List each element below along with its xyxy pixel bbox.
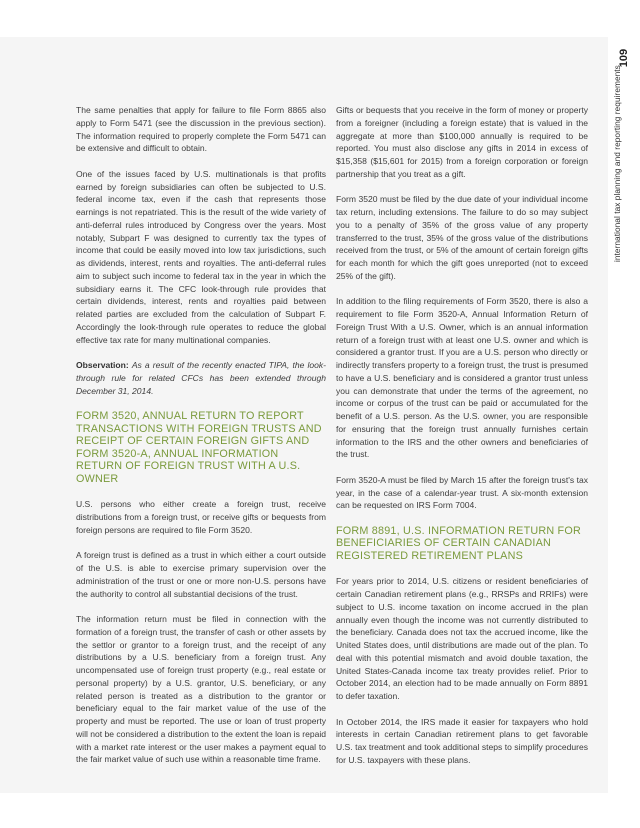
paragraph: A foreign trust is defined as a trust in which either a court outside of the U.S. is able to exercise primary supervision over the administration of the trust or one or more non-U.S. persons have the authority to control all substantial decisions of the trust. xyxy=(76,550,326,599)
observation-note xyxy=(76,359,326,397)
paragraph: In October 2014, the IRS made it easier for taxpayers who hold interests in certain Canadian retirement plans to get favorable U.S. tax treatment and took additional steps to simplify procedures for U.S. taxpayers with these plans. xyxy=(336,716,588,765)
paragraph: For years prior to 2014, U.S. citizens or resident beneficiaries of certain Canadian retirement plans (e.g., RRSPs and RRIFs) were subject to U.S. income taxation on income accrued in the plan annually even though the income was not currently distributed to the beneficiary. Canada does not tax the accrued income, like the United States does, until distributions are made out of the plan. To deal with this potential mismatch and avoid double taxation, the United States-Canada income tax treaty provides relief. Prior to October 2014, an election had to be made annually on Form 8891 to defer taxation. xyxy=(336,576,588,702)
section-heading-form-8891: FORM 8891, U.S. INFORMATION RETURN FOR BENEFICIARIES OF CERTAIN CANADIAN REGISTERED RETIREMENT PLANS xyxy=(336,524,581,562)
left-column xyxy=(76,104,326,766)
paragraph: The same penalties that apply for failure to file Form 8865 also apply to Form 5471 (see the discussion in the previous section). The information required to properly complete the Form 5471 can be extensive and difficult to obtain. xyxy=(76,105,326,154)
paragraph: The information return must be filed in connection with the formation of a foreign trust, the transfer of cash or other assets by the settlor or grantor to a foreign trust, and the receipt of any distributions by a U.S. beneficiary from a foreign trust. Any uncompensated use of foreign trust property (e.g., real estate or personal property) by a U.S. grantor, U.S. beneficiary, or any related person is treated as a distribution to the grantor or beneficiary equal to the fair market value of the use of the property and must be reported. The use or loan of trust property will not be considered a distribution to the extent the loan is repaid with a market rate interest or the user makes a payment equal to the fair market value of such use within a reasonable time frame. xyxy=(76,614,326,765)
observation-label: Observation: xyxy=(76,360,129,370)
section-heading-form-3520: FORM 3520, ANNUAL RETURN TO REPORT TRANSACTIONS WITH FOREIGN TRUSTS AND RECEIPT OF CERTAIN FOREIGN GIFTS AND FORM 3520-A, ANNUAL INFORMATION RETURN OF FOREIGN TRUST WITH A U.S. OWNER xyxy=(76,410,322,485)
paragraph: Gifts or bequests that you receive in the form of money or property from a foreigner (including a foreign estate) that is valued in the aggregate at more than $100,000 annually is required to be reported. You must also disclose any gifts in 2014 in excess of $15,358 ($15,601 for 2015) from a foreign corporation or foreign partnership that you treat as a gift. xyxy=(336,105,588,179)
paragraph: Form 3520 must be filed by the due date of your individual income tax return, including extensions. The failure to do so may subject you to a penalty of 35% of the gross value of any property transferred to the trust, 35% of the gross value of the distributions received from the trust, or 5% of the amount of certain foreign gifts for each month for which the gift goes unreported (not to exceed 25% of the gift). xyxy=(336,194,588,281)
page-number: 109 xyxy=(618,48,630,68)
running-head: international tax planning and reporting requirements xyxy=(612,65,622,262)
right-column xyxy=(336,104,588,767)
paragraph: U.S. persons who either create a foreign trust, receive distributions from a foreign trust, or receive gifts or bequests from foreign persons are required to file Form 3520. xyxy=(76,499,326,535)
paragraph: Form 3520-A must be filed by March 15 after the foreign trust's tax year, in the case of a calendar-year trust. A six-month extension can be requested on IRS Form 7004. xyxy=(336,474,588,511)
running-head-wrap xyxy=(612,65,628,262)
paragraph: In addition to the filing requirements of Form 3520, there is also a requirement to file Form 3520-A, Annual Information Return of Foreign Trust With a U.S. Owner, which is an annual information return of a foreign trust with at least one U.S. owner and which is considered a grantor trust. If you are a U.S. person who directly or indirectly transfers property to a foreign trust, the trust is presumed to have a U.S. beneficiary and is considered a grantor trust unless you can demonstrate that under the terms of the agreement, no income or corpus of the trust can be paid or accumulated for the benefit of a U.S. person. As the U.S. owner, you are responsible for ensuring that the foreign trust annually furnishes certain information to the IRS and the other owners and beneficiaries of the trust. xyxy=(336,296,588,460)
observation-text: As a result of the recently enacted TIPA, the look-through rule for related CFCs has been extended through December 31, 2014. xyxy=(76,360,327,396)
paragraph: One of the issues faced by U.S. multinationals is that profits earned by foreign subsidiaries can often be subjected to U.S. federal income tax, even if the cash that represents those earnings is not repatriated. This is the result of the wide variety of anti-deferral rules introduced by Congress over the years. Most notably, Subpart F was designed to currently tax the types of income that could be easily moved into low tax jurisdictions, such as dividends, interest, rents and royalties. The anti-deferral rules aim to subject such income to federal tax in the year in which the subsidiary earns it. The CFC look-through rule provides that certain dividends, interest, rents and royalties paid between related parties are excluded from the calculation of Subpart F. Accordingly the look-through rule operates to reduce the global effective tax rate for many multinational companies. xyxy=(76,168,326,345)
